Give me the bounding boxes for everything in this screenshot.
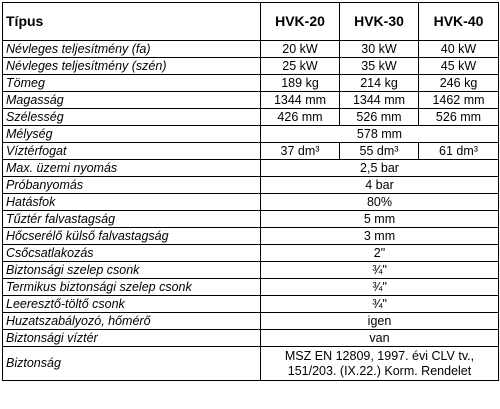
row-label: Csőcsatlakozás: [3, 245, 261, 262]
cell-hvk-30: 55 dm³: [340, 143, 419, 160]
cell-shared: 5 mm: [261, 211, 499, 228]
cell-hvk-40: 45 kW: [419, 58, 499, 75]
cell-hvk-20: 37 dm³: [261, 143, 340, 160]
row-label: Hatásfok: [3, 194, 261, 211]
cell-hvk-40: 40 kW: [419, 41, 499, 58]
table-row: [3, 313, 499, 330]
cell-hvk-40: 1462 mm: [419, 92, 499, 109]
table-header-row: [3, 3, 499, 41]
cell-shared: ¾": [261, 279, 499, 296]
table-row: [3, 177, 499, 194]
header-type: Típus: [3, 3, 261, 41]
cell-hvk-40: 246 kg: [419, 75, 499, 92]
table-row: [3, 92, 499, 109]
header-hvk-20: HVK-20: [261, 3, 340, 41]
table-row: [3, 347, 499, 381]
cell-hvk-20: 189 kg: [261, 75, 340, 92]
cell-hvk-20: 20 kW: [261, 41, 340, 58]
cell-shared: ¾": [261, 296, 499, 313]
row-label: Névleges teljesítmény (szén): [3, 58, 261, 75]
cell-shared: 4 bar: [261, 177, 499, 194]
table-row: [3, 143, 499, 160]
cell-hvk-20: 1344 mm: [261, 92, 340, 109]
cell-hvk-40: 526 mm: [419, 109, 499, 126]
row-label: Magasság: [3, 92, 261, 109]
cell-shared: ¾": [261, 262, 499, 279]
cell-shared: 80%: [261, 194, 499, 211]
row-label: Próbanyomás: [3, 177, 261, 194]
cell-shared: 2,5 bar: [261, 160, 499, 177]
row-label: Leeresztő-töltő csonk: [3, 296, 261, 313]
safety-standard-line-1: MSZ EN 12809, 1997. évi CLV tv.,: [284, 348, 475, 363]
safety-standard-line-2: 151/203. (IX.22.) Korm. Rendelet: [287, 363, 472, 378]
cell-hvk-30: 1344 mm: [340, 92, 419, 109]
table-row: [3, 211, 499, 228]
cell-hvk-30: 526 mm: [340, 109, 419, 126]
table-row: [3, 194, 499, 211]
row-label: Termikus biztonsági szelep csonk: [3, 279, 261, 296]
table-row: [3, 75, 499, 92]
row-label: Biztonsági szelep csonk: [3, 262, 261, 279]
table-row: [3, 279, 499, 296]
row-label: Tömeg: [3, 75, 261, 92]
row-label: Hőcserélő külső falvastagság: [3, 228, 261, 245]
table-row: [3, 41, 499, 58]
header-hvk-30: HVK-30: [340, 3, 419, 41]
table-row: [3, 262, 499, 279]
cell-hvk-20: 426 mm: [261, 109, 340, 126]
cell-hvk-40: 61 dm³: [419, 143, 499, 160]
row-label: Max. üzemi nyomás: [3, 160, 261, 177]
cell-shared: 3 mm: [261, 228, 499, 245]
cell-shared: 578 mm: [261, 126, 499, 143]
row-label: Víztérfogat: [3, 143, 261, 160]
cell-hvk-30: 30 kW: [340, 41, 419, 58]
cell-hvk-20: 25 kW: [261, 58, 340, 75]
table-row: [3, 296, 499, 313]
cell-hvk-30: 35 kW: [340, 58, 419, 75]
table-row: [3, 245, 499, 262]
table-row: [3, 330, 499, 347]
row-label: Mélység: [3, 126, 261, 143]
row-label: Biztonsági víztér: [3, 330, 261, 347]
header-hvk-40: HVK-40: [419, 3, 499, 41]
cell-shared: igen: [261, 313, 499, 330]
table-row: [3, 58, 499, 75]
row-label: Huzatszabályozó, hőmérő: [3, 313, 261, 330]
cell-shared: van: [261, 330, 499, 347]
cell-shared: [261, 347, 499, 381]
cell-shared: 2": [261, 245, 499, 262]
row-label: Szélesség: [3, 109, 261, 126]
spec-table: [2, 2, 499, 381]
row-label: Névleges teljesítmény (fa): [3, 41, 261, 58]
row-label: Tűztér falvastagság: [3, 211, 261, 228]
table-row: [3, 109, 499, 126]
table-row: [3, 160, 499, 177]
table-row: [3, 126, 499, 143]
row-label: Biztonság: [3, 347, 261, 381]
table-row: [3, 228, 499, 245]
cell-hvk-30: 214 kg: [340, 75, 419, 92]
